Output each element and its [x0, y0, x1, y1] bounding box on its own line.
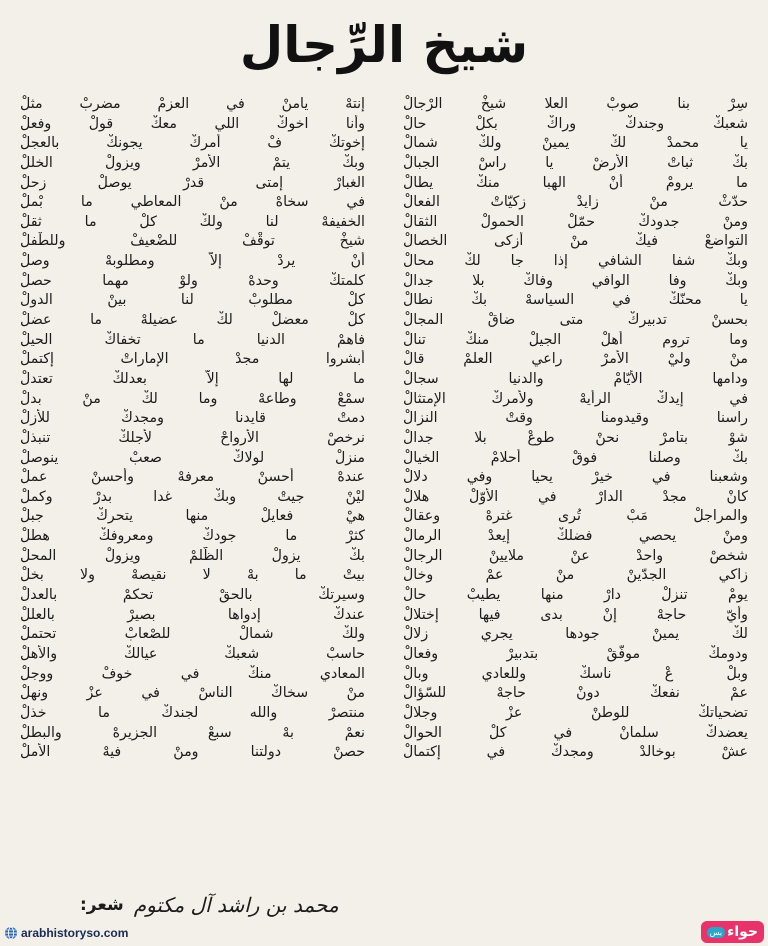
poem-verse: يا محنّكْ في السياسهْ بكْ نطالْ [403, 292, 748, 309]
poem-verse: بيتْ ما بهْ لا نقيصهْ ولا بخلْ [20, 567, 365, 584]
poem-verse: وشعبنا في خيرْ يحيا وفي دلالْ [403, 469, 748, 486]
poem-verse: كلمتكْ وحدهْ ولوْ مهما حصلْ [20, 272, 365, 289]
poem-verse: إنتهْ يامنْ في العزمْ مضربْ مثلْ [20, 96, 365, 112]
credit-label: شعر: [80, 895, 124, 915]
poem-verse: شيخْ توقْفْ للضْعيفْ وللطْفلْ [20, 233, 365, 250]
poem-verse: سمْعْ وطاعهْ وما لكْ منْ بدلْ [20, 390, 365, 407]
poem-verse: ودامها الأيّامْ والدنيا سجالْ [403, 370, 748, 387]
poem-verse: وأنا اخوكْ اللي معكْ قولْ وفعلْ [20, 115, 365, 132]
poem-verse: نعمْ بهْ سبعْ الجزيرهْ والبطلْ [20, 724, 365, 741]
poem-verse: ما يرومْ أنْ الهبا منكْ يطالْ [403, 174, 748, 191]
poem-verse: يا محمدْ لكْ يمينْ ولكْ شمالْ [403, 135, 748, 152]
poem-verse: الغبارْ إمتى قدرْ يوصلْ زحلْ [20, 174, 365, 191]
poem-verse: كلْ معضلْ لكْ عضيلهْ ما عضلْ [20, 312, 365, 329]
poem-verse: أبشروا مجدْ الإماراتْ إكتملْ [20, 351, 365, 368]
poem-verse: لكْ يمينْ جودها يجري زلالْ [403, 626, 748, 643]
poem-verse: ولكْ شمالْ للصْعابْ تحتملْ [20, 626, 365, 643]
poem-verse: أنْ يردْ إلاّ ومطلوبهْ وصلْ [20, 253, 365, 270]
poem-verse: التواضعْ فيكْ منْ أزكى الخصالْ [403, 233, 748, 250]
poem-verse: والمراجلْ مَبْ تُرى غترهْ وعقالْ [403, 508, 748, 525]
poem-verse: وبلْ عْ ناسكْ وللعادي وبالْ [403, 665, 748, 682]
poem-verse: عندكْ إدواها بصيرْ بالعللْ [20, 606, 365, 623]
poem-verse: شعبكْ وجندكْ وراكْ بكلْ حالْ [403, 115, 748, 132]
globe-icon [4, 926, 18, 940]
poem-verse: كثرْ ما جودكْ ومعروفكْ هطلْ [20, 528, 365, 545]
poem-verse: تضحياتكْ للوطنْ عزْ وجلالْ [403, 704, 748, 721]
poem-verse: بكْ ثباتْ الأرضْ يا راسْ الجبالْ [403, 154, 748, 171]
poem-verse: نرخصْ الأرواحْ لأجلكْ تنبذلْ [20, 429, 365, 446]
poem-left-column [20, 95, 365, 870]
poem-verse: المعادي منكْ في خوفْ ووجلْ [20, 665, 365, 682]
poem-verse: عشْ بوخالدْ ومجدكْ في إكتمالْ [403, 744, 748, 761]
poem-verse: زاكي الجدّينْ منْ عمْ وخالْ [403, 567, 748, 584]
poem-right-column [403, 95, 748, 870]
poem-verse: بكْ وصلنا فوقْ أحلامْ الخيالْ [403, 449, 748, 466]
poem-verse: كانْ مجدْ الدارْ في الأوّلْ هلالْ [403, 488, 748, 505]
poem-verse: سِرْ بنا صوبْ العلا شيخْ الرْجالْ [403, 96, 748, 112]
poet-credit [80, 885, 339, 925]
poem-verse: عمْ نفعكْ دونْ حاجهْ للسّؤالْ [403, 685, 748, 702]
poet-signature: محمد بن راشد آل مكتوم [133, 893, 339, 917]
logo-text: حواء [727, 924, 758, 940]
poem-verse: ومنْ يحصي فضلكْ إيعدْ الرمالْ [403, 528, 748, 545]
poem-verse: وسيرتكْ بالحقْ تحكمْ بالعدلْ [20, 587, 365, 604]
poem-verse: كلْ مطلوبْ لنا بينْ الدولْ [20, 292, 365, 309]
poem-verse: وبكْ شفا الشافي إذا جا لكْ محالْ [403, 253, 748, 270]
poem-verse: منْ سخاكْ الناسْ في عزْ ونهلْ [20, 685, 365, 702]
poem-verse: شوْ بتامرْ نحنْ طوعْ بلا جدالْ [403, 429, 748, 446]
site-url: arabhistoryso.com [21, 926, 129, 940]
poem-verse: هيْ فعايلْ منها يتحركْ جبلْ [20, 508, 365, 525]
publisher-logo [701, 921, 764, 943]
poem-verse: وما تروم أهلْ الجيلْ منكْ تنالْ [403, 331, 748, 348]
poem-verse: في سخاهْ منْ المعاطي ما بْملْ [20, 194, 365, 211]
source-watermark [4, 924, 128, 942]
poem-verse: وأيّ حاجهْ إنْ بدى فيها إختلالْ [403, 606, 748, 623]
poem-verse: ليْنْ جيتْ وبكْ غدا بدرْ وكملْ [20, 488, 365, 505]
poem-verse: وبكْ وفا الوافي وفاكْ بلا جدالْ [403, 272, 748, 289]
poem-verse: بكْ يزولْ الظّلمْ ويزولْ المحلْ [20, 547, 365, 564]
poem-verse: عندهْ أحسنْ معرفهْ وأحسنْ عملْ [20, 469, 365, 486]
poem-title: شيخ الرِّجال [239, 16, 529, 74]
poem-verse: حصنْ دولتنا ومنْ فيهْ الأملْ [20, 744, 365, 761]
poem-verse: منْ وليْ الأمرْ راعي العلمْ قالْ [403, 351, 748, 368]
poem-verse: حدّثْ منْ زايدْ زكيّاتْ الفعالْ [403, 194, 748, 211]
poem-verse: بحسنْ تدبيركْ متى ضاقْ المجالْ [403, 312, 748, 329]
poem-verse: يعضدكْ سلمانْ في كلْ الحوالْ [403, 724, 748, 741]
logo-sub-badge: بس [707, 927, 725, 938]
poem-verse: فاهمْ الدنيا ما تخفاكْ الحيلْ [20, 331, 365, 348]
poem-body [20, 95, 748, 870]
poem-verse: وبكْ يتمْ الأمرْ ويزولْ الخللْ [20, 154, 365, 171]
poem-verse: حاسبْ شعبكْ عيالكْ والأهلْ [20, 645, 365, 662]
poem-verse: في إيدكْ الرأيهْ ولأمركْ الإمتثالْ [403, 390, 748, 407]
poem-verse: ما لها إلاّ بعدلكْ تعتدلْ [20, 370, 365, 387]
poem-verse: إخوتكْ فْ أمركْ يجونكْ بالعجلْ [20, 135, 365, 152]
poem-verse: ومنْ جدودكْ حمّلْ الحمولْ الثقالْ [403, 213, 748, 230]
poem-verse: دمتْ قايدنا ومجدكْ للأزلْ [20, 410, 365, 427]
poem-verse: منزلْ لولاكْ صعبْ ينوصلْ [20, 449, 365, 466]
poem-verse: شخصْ واحدْ عنْ ملايينْ الرجالْ [403, 547, 748, 564]
poem-verse: راسنا وقيدومنا وقتْ النزالْ [403, 410, 748, 427]
poem-verse: منتصرْ والله لجندكْ ما خذلْ [20, 704, 365, 721]
poem-verse: الخفيفهْ لنا ولكْ كلْ ما ثقلْ [20, 213, 365, 230]
poem-verse: ودومكْ موفّقْ بتدبيرْ وفعالْ [403, 645, 748, 662]
poem-verse: يومْ تنزلْ دارْ منها يطيبْ حالْ [403, 587, 748, 604]
